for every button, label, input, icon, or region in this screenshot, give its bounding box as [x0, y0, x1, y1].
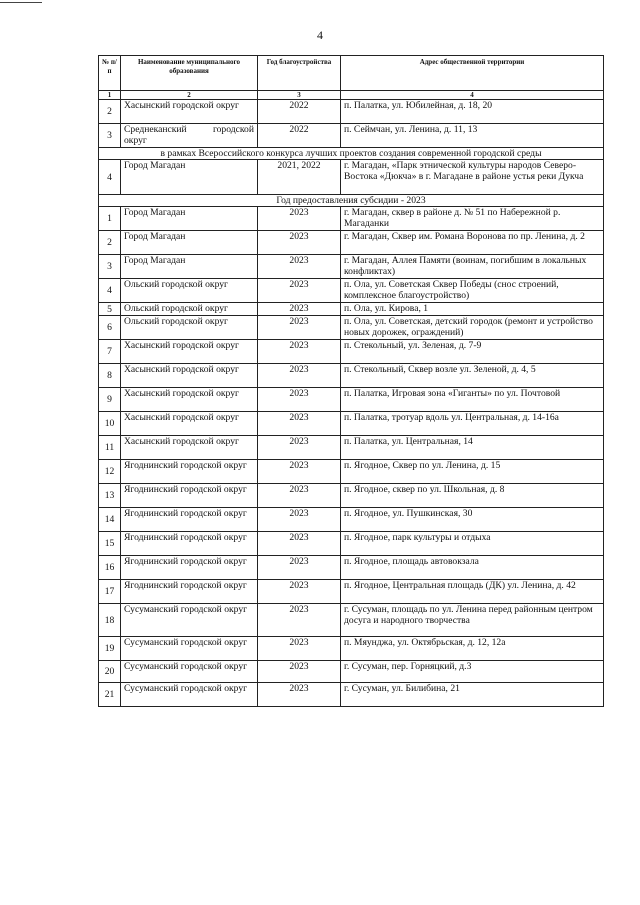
improvement-year: 2023: [258, 556, 341, 580]
municipality-name: Хасынский городской округ: [121, 436, 258, 460]
row-number: 16: [99, 556, 121, 580]
municipality-name: Хасынский городской округ: [121, 388, 258, 412]
territory-address: п. Ягодное, Сквер по ул. Ленина, д. 15: [341, 460, 604, 484]
territory-address: п. Палатка, ул. Юбилейная, д. 18, 20: [341, 100, 604, 124]
table-row: [99, 124, 604, 148]
table-row: [99, 532, 604, 556]
territory-address: г. Магадан, «Парк этнической культуры народов Северо-Востока «Дюкча» в г. Магадане в районе устья реки Дукча: [341, 160, 604, 195]
territory-address: п. Стекольный, Сквер возле ул. Зеленой, д. 4, 5: [341, 364, 604, 388]
municipality-name: Сусуманский городской округ: [121, 661, 258, 683]
territories-table: [98, 55, 604, 707]
improvement-year: 2023: [258, 460, 341, 484]
territory-address: п. Ягодное, ул. Пушкинская, 30: [341, 508, 604, 532]
table-row: [99, 160, 604, 195]
table-row: [99, 661, 604, 683]
section-contest-label: в рамках Всероссийского конкурса лучших проектов создания современной городской среды: [99, 148, 604, 160]
row-number: 15: [99, 532, 121, 556]
municipality-name: Хасынский городской округ: [121, 412, 258, 436]
municipality-name: Сусуманский городской округ: [121, 683, 258, 707]
corner-mark: [0, 2, 42, 3]
improvement-year: 2023: [258, 436, 341, 460]
improvement-year: 2023: [258, 683, 341, 707]
table-row: [99, 364, 604, 388]
municipality-name: Ягоднинский городской округ: [121, 532, 258, 556]
improvement-year: 2023: [258, 255, 341, 279]
rows-group-b: [99, 160, 604, 195]
territory-address: п. Ягодное, площадь автовокзала: [341, 556, 604, 580]
municipality-name: Город Магадан: [121, 207, 258, 231]
header-year: Год благоустройства: [258, 56, 341, 91]
municipality-name: Сусуманский городской округ: [121, 637, 258, 661]
row-number: 20: [99, 661, 121, 683]
table-row: [99, 231, 604, 255]
improvement-year: 2023: [258, 279, 341, 303]
row-number: 14: [99, 508, 121, 532]
municipality-name: Город Магадан: [121, 160, 258, 195]
municipality-name: Ягоднинский городской округ: [121, 460, 258, 484]
improvement-year: 2022: [258, 124, 341, 148]
improvement-year: 2023: [258, 303, 341, 316]
row-number: 12: [99, 460, 121, 484]
territory-address: п. Ягодное, сквер по ул. Школьная, д. 8: [341, 484, 604, 508]
row-number: 2: [99, 100, 121, 124]
table-row: [99, 207, 604, 231]
table-row: [99, 303, 604, 316]
section-2023-label: Год предоставления субсидии - 2023: [99, 195, 604, 207]
improvement-year: 2023: [258, 637, 341, 661]
header-row: [99, 56, 604, 91]
territory-address: п. Сеймчан, ул. Ленина, д. 11, 13: [341, 124, 604, 148]
municipality-name: Хасынский городской округ: [121, 364, 258, 388]
header-address: Адрес общественной территории: [341, 56, 604, 91]
territory-address: г. Магадан, Аллея Памяти (воинам, погибшим в локальных конфликтах): [341, 255, 604, 279]
row-number: 10: [99, 412, 121, 436]
table-row: [99, 460, 604, 484]
territory-address: п. Палатка, Игровая зона «Гиганты» по ул. Почтовой: [341, 388, 604, 412]
table-row: [99, 580, 604, 604]
territory-address: п. Ягодное, парк культуры и отдыха: [341, 532, 604, 556]
header-num: № п/п: [99, 56, 121, 91]
row-number: 2: [99, 231, 121, 255]
improvement-year: 2023: [258, 316, 341, 340]
municipality-name: Сусуманский городской округ: [121, 604, 258, 637]
rows-group-a: [99, 100, 604, 148]
improvement-year: 2023: [258, 604, 341, 637]
row-number: 19: [99, 637, 121, 661]
row-number: 17: [99, 580, 121, 604]
header-index: 2: [121, 91, 258, 100]
table-row: [99, 508, 604, 532]
table-row: [99, 340, 604, 364]
municipality-name: Ольский городской округ: [121, 316, 258, 340]
row-number: 21: [99, 683, 121, 707]
row-number: 6: [99, 316, 121, 340]
municipality-name: Ольский городской округ: [121, 279, 258, 303]
header-index-row: [99, 91, 604, 100]
row-number: 4: [99, 279, 121, 303]
territory-address: г. Сусуман, ул. Билибина, 21: [341, 683, 604, 707]
rows-group-c: [99, 207, 604, 707]
territory-address: п. Ягодное, Центральная площадь (ДК) ул. Ленина, д. 42: [341, 580, 604, 604]
improvement-year: 2023: [258, 661, 341, 683]
improvement-year: 2023: [258, 388, 341, 412]
header-index: 4: [341, 91, 604, 100]
improvement-year: 2023: [258, 484, 341, 508]
territory-address: п. Палатка, тротуар вдоль ул. Центральная, д. 14-16а: [341, 412, 604, 436]
improvement-year: 2023: [258, 207, 341, 231]
row-number: 8: [99, 364, 121, 388]
municipality-name: Ягоднинский городской округ: [121, 484, 258, 508]
row-number: 7: [99, 340, 121, 364]
section-row-contest: [99, 148, 604, 160]
table-row: [99, 388, 604, 412]
territory-address: п. Ола, ул. Советская Сквер Победы (снос строений, комплексное благоустройство): [341, 279, 604, 303]
table-row: [99, 100, 604, 124]
improvement-year: 2023: [258, 412, 341, 436]
territory-address: п. Палатка, ул. Центральная, 14: [341, 436, 604, 460]
municipality-name: Ягоднинский городской округ: [121, 556, 258, 580]
table-row: [99, 637, 604, 661]
municipality-name: Хасынский городской округ: [121, 100, 258, 124]
improvement-year: 2023: [258, 580, 341, 604]
row-number: 4: [99, 160, 121, 195]
row-number: 3: [99, 255, 121, 279]
row-number: 18: [99, 604, 121, 637]
table-row: [99, 484, 604, 508]
territory-address: г. Магадан, Сквер им. Романа Воронова по пр. Ленина, д. 2: [341, 231, 604, 255]
row-number: 11: [99, 436, 121, 460]
territory-address: п. Стекольный, ул. Зеленая, д. 7-9: [341, 340, 604, 364]
territory-address: г. Сусуман, площадь по ул. Ленина перед районным центром досуга и народного творчества: [341, 604, 604, 637]
header-index: 3: [258, 91, 341, 100]
header-municipality: Наименование муниципального образования: [121, 56, 258, 91]
table-row: [99, 316, 604, 340]
table-row: [99, 412, 604, 436]
improvement-year: 2023: [258, 364, 341, 388]
header-index: 1: [99, 91, 121, 100]
row-number: 1: [99, 207, 121, 231]
improvement-year: 2022: [258, 100, 341, 124]
municipality-name: Среднеканский городской округ: [121, 124, 258, 148]
territory-address: г. Сусуман, пер. Горняцкий, д.3: [341, 661, 604, 683]
territory-address: г. Магадан, сквер в районе д. № 51 по Набережной р. Магаданки: [341, 207, 604, 231]
table-row: [99, 683, 604, 707]
row-number: 3: [99, 124, 121, 148]
territory-address: п. Ола, ул. Советская, детский городок (ремонт и устройство новых дорожек, ограждений): [341, 316, 604, 340]
improvement-year: 2023: [258, 231, 341, 255]
improvement-year: 2023: [258, 508, 341, 532]
municipality-name: Хасынский городской округ: [121, 340, 258, 364]
territory-address: п. Ола, ул. Кирова, 1: [341, 303, 604, 316]
municipality-name: Город Магадан: [121, 255, 258, 279]
row-number: 13: [99, 484, 121, 508]
municipality-name: Ягоднинский городской округ: [121, 580, 258, 604]
table-row: [99, 556, 604, 580]
improvement-year: 2023: [258, 532, 341, 556]
municipality-name: Город Магадан: [121, 231, 258, 255]
table-row: [99, 279, 604, 303]
section-row-2023: [99, 195, 604, 207]
municipality-name: Ягоднинский городской округ: [121, 508, 258, 532]
territory-address: п. Мяунджа, ул. Октябрьская, д. 12, 12а: [341, 637, 604, 661]
table-row: [99, 436, 604, 460]
row-number: 5: [99, 303, 121, 316]
row-number: 9: [99, 388, 121, 412]
municipality-name: Ольский городской округ: [121, 303, 258, 316]
table-row: [99, 255, 604, 279]
improvement-year: 2021, 2022: [258, 160, 341, 195]
table-row: [99, 604, 604, 637]
improvement-year: 2023: [258, 340, 341, 364]
page-number: 4: [317, 28, 323, 42]
